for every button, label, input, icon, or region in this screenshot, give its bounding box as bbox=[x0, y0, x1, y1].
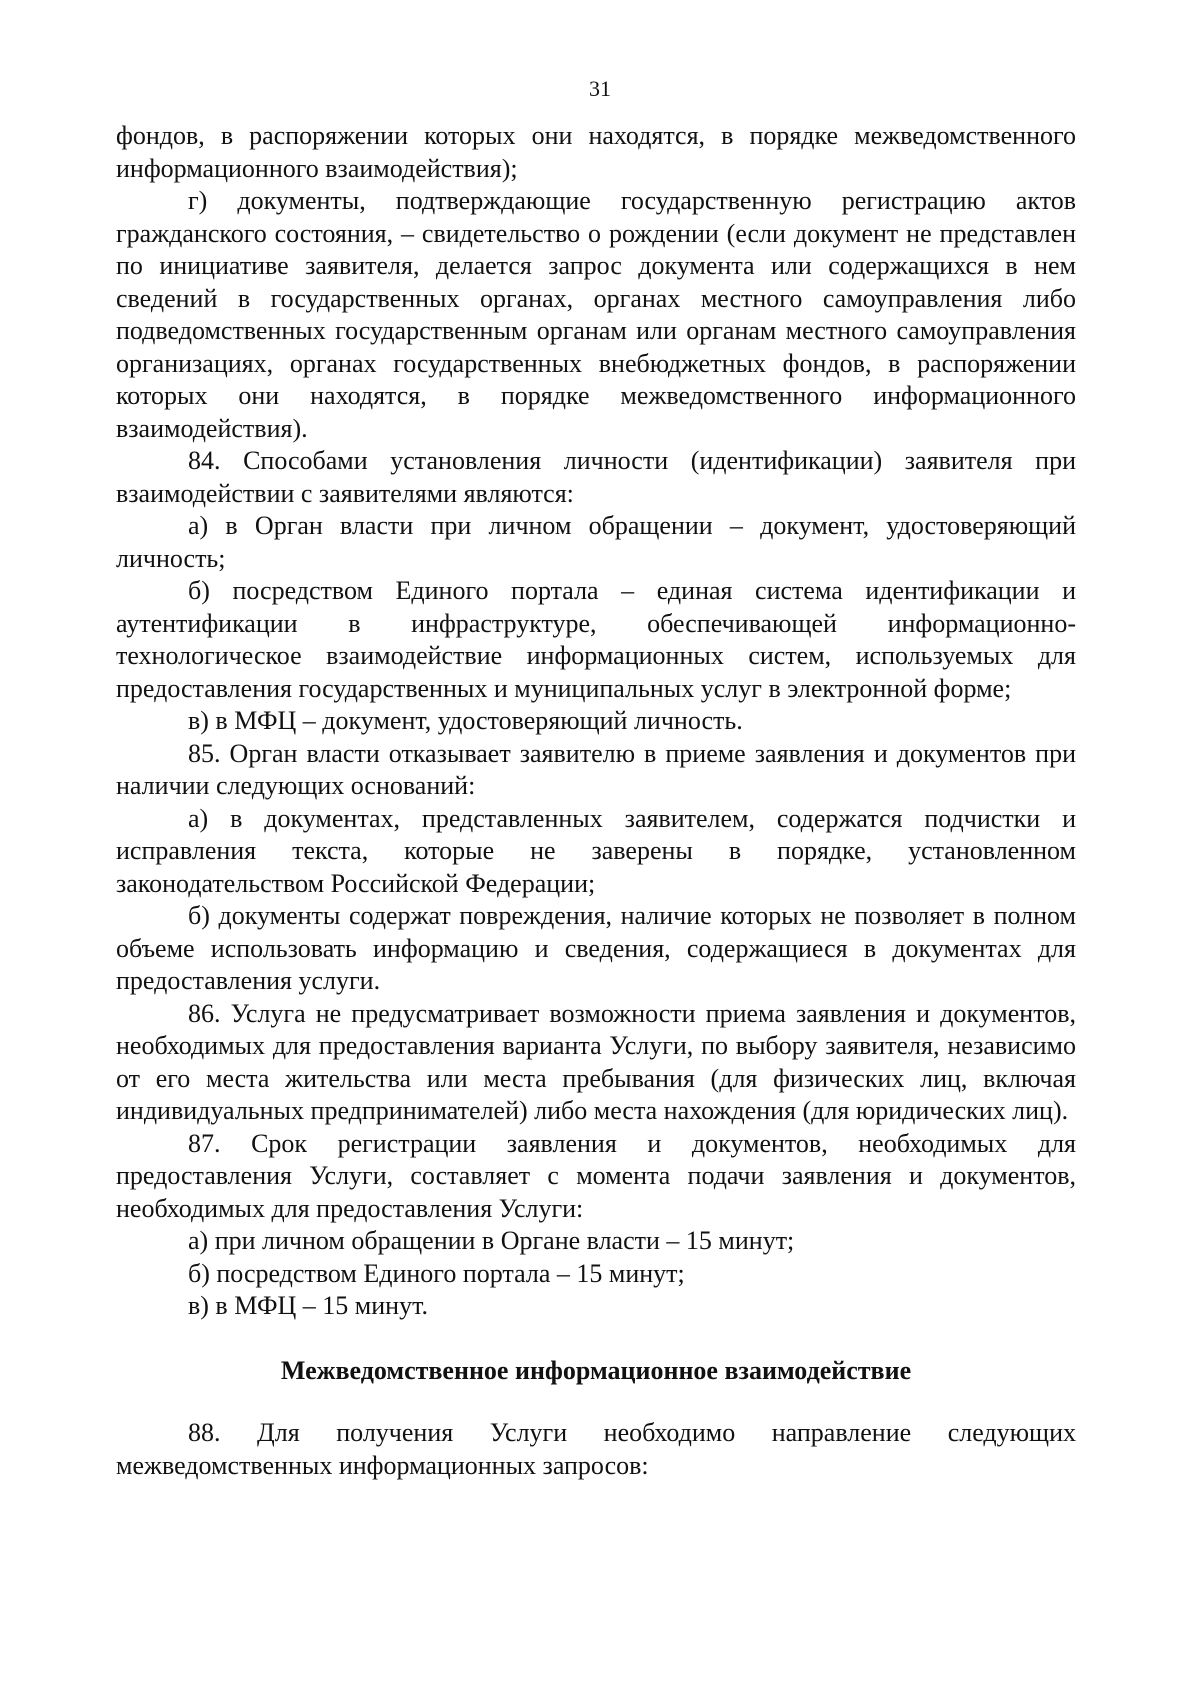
paragraph-85: 85. Орган власти отказывает заявителю в приеме заявления и документов при наличии следующих оснований: bbox=[116, 738, 1076, 800]
paragraph: а) при личном обращении в Органе власти – 15 минут; bbox=[188, 1226, 795, 1255]
paragraph: фондов, в распоряжении которых они находятся, в порядке межведомственного информационного взаимодействия); bbox=[116, 121, 1076, 183]
paragraph-87: 87. Срок регистрации заявления и документов, необходимых для предоставления Услуги, составляет с момента подачи заявления и документов, необходимых для предоставления Услуги: bbox=[116, 1128, 1076, 1223]
paragraph-88: 88. Для получения Услуги необходимо направление следующих межведомственных информационных запросов: bbox=[116, 1418, 1076, 1480]
paragraph: г) документы, подтверждающие государственную регистрацию актов гражданского состояния, – свидетельство о рождении (если документ не представлен по инициативе заявителя, делается запрос документа или содержащихся в нем сведений в государственных органах, органах местного самоуправления либо подведомственных государственным органам или органам местного самоуправления организациях, органах государственных внебюджетных фондов, в распоряжении которых они находятся, в порядке межведомственного информационного взаимодействия). bbox=[116, 186, 1076, 443]
paragraph: а) в Орган власти при личном обращении – документ, удостоверяющий личность; bbox=[116, 511, 1076, 573]
section-heading: Межведомственное информационное взаимодействие bbox=[280, 1355, 912, 1385]
paragraph-86: 86. Услуга не предусматривает возможности приема заявления и документов, необходимых для предоставления варианта Услуги, по выбору заявителя, независимо от его места жительства или места пребывания (для физических лиц, включая индивидуальных предпринимателей) либо места нахождения (для юридических лиц). bbox=[116, 998, 1076, 1125]
document-body bbox=[116, 120, 1076, 1482]
paragraph: в) в МФЦ – 15 минут. bbox=[188, 1291, 428, 1320]
paragraph: в) в МФЦ – документ, удостоверяющий личность. bbox=[188, 706, 743, 735]
paragraph: а) в документах, представленных заявителем, содержатся подчистки и исправления текста, которые не заверены в порядке, установленном законодательством Российской Федерации; bbox=[116, 803, 1076, 898]
paragraph: б) документы содержат повреждения, наличие которых не позволяет в полном объеме использовать информацию и сведения, содержащиеся в документах для предоставления услуги. bbox=[116, 901, 1076, 995]
paragraph-84: 84. Способами установления личности (идентификации) заявителя при взаимодействии с заявителями являются: bbox=[116, 446, 1076, 508]
paragraph: б) посредством Единого портала – единая система идентификации и аутентификации в инфраструктуре, обеспечивающей информационно-технологическое взаимодействие информационных систем, используемых для предоставления государственных и муниципальных услуг в электронной форме; bbox=[116, 576, 1076, 703]
paragraph: б) посредством Единого портала – 15 минут; bbox=[188, 1258, 685, 1288]
page-number: 31 bbox=[589, 76, 611, 101]
